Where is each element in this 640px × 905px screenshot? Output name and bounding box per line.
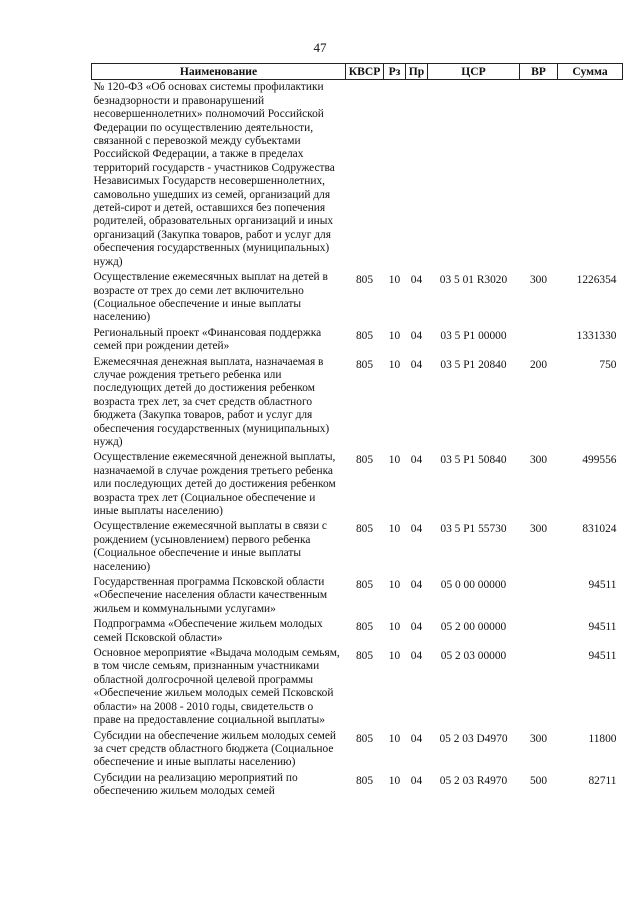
row-name: Ежемесячная денежная выплата, назначаемая в случае рождения третьего ребенка или последующих детей до достижения ребенком возраста трех лет, за счет средств областного бюджета (Закупка товаров, работ и услуг для обеспечения государственных (муниципальных) нужд) (93, 355, 330, 448)
row-pr: 04 (410, 650, 423, 663)
row-pr: 04 (410, 732, 423, 745)
table-row (92, 617, 623, 646)
row-csr: 05 2 00 00000 (440, 621, 507, 634)
table-row (92, 729, 623, 771)
table-row (92, 771, 623, 800)
row-kvsr: 805 (355, 329, 374, 342)
row-vr (520, 575, 558, 617)
row-csr: 05 2 03 R4970 (439, 774, 508, 787)
row-pr: 04 (410, 358, 423, 371)
row-pr: 04 (410, 774, 423, 787)
row-sum: 750 (599, 358, 617, 371)
row-rz: 10 (388, 358, 401, 371)
row-sum: 11800 (588, 732, 617, 745)
table-row (92, 80, 623, 270)
row-pr: 04 (410, 454, 423, 467)
row-rz: 10 (388, 621, 401, 634)
row-rz: 10 (388, 774, 401, 787)
row-csr: 05 2 03 D4970 (439, 732, 508, 745)
row-name: Осуществление ежемесячных выплат на детей в возрасте от трех до семи лет включительно (Социальное обеспечение и иные выплаты населению) (93, 271, 328, 324)
header-csr: ЦСР (428, 64, 520, 80)
page-number: 47 (313, 40, 327, 55)
row-kvsr: 805 (355, 579, 374, 592)
header-sum: Сумма (558, 64, 623, 80)
row-pr: 04 (410, 523, 423, 536)
row-kvsr: 805 (355, 774, 374, 787)
row-sum: 94511 (588, 621, 617, 634)
row-csr: 05 0 00 00000 (440, 579, 507, 592)
row-rz: 10 (388, 454, 401, 467)
row-sum: 1331330 (576, 329, 617, 342)
row-vr (520, 646, 558, 728)
row-pr (406, 80, 428, 270)
table-row (92, 519, 623, 575)
row-csr: 05 2 03 00000 (440, 650, 507, 663)
row-sum: 831024 (582, 523, 617, 536)
row-vr (520, 326, 558, 355)
row-name: Региональный проект «Финансовая поддержка семей при рождении детей» (93, 326, 322, 353)
row-sum: 499556 (582, 454, 617, 467)
row-rz: 10 (388, 579, 401, 592)
row-name: Субсидии на реализацию мероприятий по обеспечению жильем молодых семей (93, 771, 298, 798)
row-kvsr: 805 (355, 621, 374, 634)
row-name: Подпрограмма «Обеспечение жильем молодых семей Псковской области» (93, 618, 323, 644)
row-rz: 10 (388, 329, 401, 342)
row-csr: 03 5 P1 55730 (440, 523, 507, 536)
row-csr: 03 5 P1 50840 (440, 454, 507, 467)
row-rz: 10 (388, 523, 401, 536)
row-kvsr: 805 (355, 732, 374, 745)
row-name: Осуществление ежемесячной денежной выплаты, назначаемой в случае рождения третьего ребенка или последующих детей до достижения ребенком возраста трех лет (Социальное обеспечение и иные выплаты населению) (93, 451, 336, 517)
row-vr: 200 (529, 358, 548, 371)
header-vr: ВР (520, 64, 558, 80)
header-rz: Рз (384, 64, 406, 80)
row-name: Основное мероприятие «Выдача молодым семьям, в том числе семьям, признанным участниками областной долгосрочной целевой программы «Обеспечение жильем молодых семей Псковской области» на 2008 - 2010 годы, свидетельств о праве на предоставление социальной выплаты» (93, 647, 340, 727)
row-pr: 04 (410, 579, 423, 592)
row-rz: 10 (388, 650, 401, 663)
row-vr: 300 (529, 523, 548, 536)
row-kvsr (346, 80, 384, 270)
row-sum: 94511 (588, 650, 617, 663)
row-name: Субсидии на обеспечение жильем молодых семей за счет средств областного бюджета (Социальное обеспечение и иные выплаты населению) (93, 729, 336, 769)
row-csr: 03 5 P1 00000 (440, 329, 507, 342)
row-kvsr: 805 (355, 358, 374, 371)
row-pr: 04 (410, 621, 423, 634)
row-pr: 04 (410, 329, 423, 342)
row-rz (384, 80, 406, 270)
row-sum: 1226354 (576, 274, 617, 287)
header-pr: Пр (406, 64, 428, 80)
row-sum: 82711 (588, 774, 617, 787)
row-vr (520, 617, 558, 646)
row-csr: 03 5 01 R3020 (439, 274, 508, 287)
row-vr: 300 (529, 732, 548, 745)
table-row (92, 326, 623, 355)
row-kvsr: 805 (355, 650, 374, 663)
row-rz: 10 (388, 732, 401, 745)
budget-table (91, 63, 623, 800)
header-name: Наименование (92, 64, 346, 80)
row-kvsr: 805 (355, 523, 374, 536)
row-csr (428, 80, 520, 270)
row-name: Государственная программа Псковской области «Обеспечение населения области качественным жильем и коммунальными услугами» (93, 576, 328, 615)
row-vr: 300 (529, 274, 548, 287)
table-header (92, 64, 623, 80)
row-name: № 120-ФЗ «Об основах системы профилактики безнадзорности и правонарушений несовершеннолетних» полномочий Российской Федерации по осуществлению деятельности, связанной с перевозкой между субъектами Российской Федерации, а также в пределах территорий государств - участников Содружества Независимых Государств несовершеннолетних, самовольно ушедших из семей, организаций для детей-сирот и детей, оставшихся без попечения родителей, образовательных организаций и иных организаций (Закупка товаров, работ и услуг для обеспечения государственных (муниципальных) нужд) (93, 81, 335, 268)
row-name: Осуществление ежемесячной выплаты в связи с рождением (усыновлением) первого ребенка (Социальное обеспечение и иные выплаты населению) (93, 520, 327, 573)
header-kvsr: КВСР (346, 64, 384, 80)
table-row (92, 646, 623, 728)
row-vr: 500 (529, 774, 548, 787)
table-row (92, 355, 623, 451)
table-row (92, 270, 623, 326)
table-row (92, 575, 623, 617)
row-kvsr: 805 (355, 274, 374, 287)
table-row (92, 450, 623, 519)
row-pr: 04 (410, 274, 423, 287)
row-rz: 10 (388, 274, 401, 287)
row-kvsr: 805 (355, 454, 374, 467)
row-sum: 94511 (588, 579, 617, 592)
table-body (92, 80, 623, 800)
row-vr: 300 (529, 454, 548, 467)
row-sum (558, 80, 623, 270)
row-vr (520, 80, 558, 270)
row-csr: 03 5 P1 20840 (440, 358, 507, 371)
